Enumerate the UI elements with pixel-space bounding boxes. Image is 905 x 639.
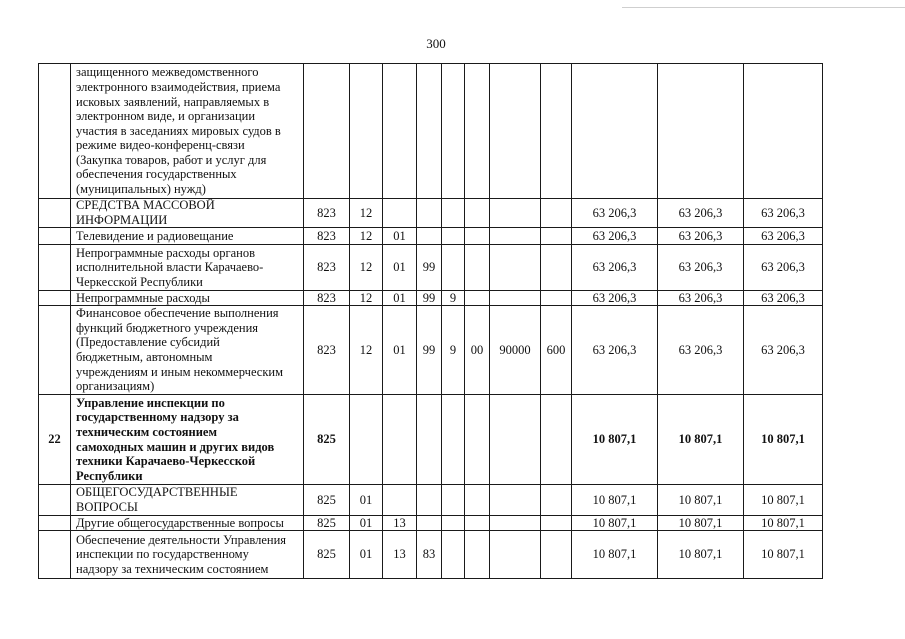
ministry-code: 823 — [317, 342, 336, 357]
subsection-code: 13 — [393, 516, 406, 530]
ministry-code-cell — [304, 245, 350, 291]
main-event-code — [465, 516, 489, 530]
row-number — [39, 228, 70, 244]
expense-type-code — [541, 531, 571, 578]
main-event-code-cell — [465, 245, 490, 291]
subsection-code-cell — [383, 306, 417, 395]
amount-second: 10 807,1 — [678, 432, 723, 447]
amount-first: 63 206,3 — [592, 260, 637, 275]
program-code-cell — [417, 228, 442, 245]
amount-third-cell — [744, 64, 823, 199]
direction-code-cell — [490, 395, 541, 485]
subprogram-code-cell — [442, 531, 465, 579]
expense-name-cell — [71, 531, 304, 579]
table-row — [39, 516, 823, 531]
amount-third-cell — [744, 306, 823, 395]
amount-second — [658, 64, 743, 198]
expense-type-code-cell — [541, 64, 572, 199]
amount-second: 10 807,1 — [678, 492, 723, 507]
subsection-code-cell — [383, 395, 417, 485]
amount-first-cell — [572, 531, 658, 579]
amount-second: 63 206,3 — [678, 228, 723, 243]
main-event-code-cell — [465, 395, 490, 485]
section-code-cell — [350, 306, 383, 395]
amount-third-cell — [744, 395, 823, 485]
row-number-cell — [39, 485, 71, 516]
subsection-code: 01 — [393, 291, 406, 305]
program-code: 99 — [422, 342, 436, 357]
expense-name: СРЕДСТВА МАССОВОЙ ИНФОРМАЦИИ — [76, 199, 215, 227]
expense-type-code — [541, 64, 571, 198]
expense-name-cell — [71, 516, 304, 531]
amount-second: 63 206,3 — [678, 342, 723, 357]
row-number-cell — [39, 395, 71, 485]
amount-third-cell — [744, 245, 823, 291]
direction-code-cell — [490, 485, 541, 516]
expense-type-code — [541, 516, 571, 530]
row-number-cell — [39, 228, 71, 245]
expense-name: Управление инспекции по государственному надзору за техническим состоянием самоходных машин и других видов техники Карачаево-Черкесской Республики — [76, 395, 275, 483]
amount-third: 63 206,3 — [761, 260, 805, 275]
row-number — [39, 306, 70, 394]
direction-code — [490, 531, 540, 578]
row-number-cell — [39, 516, 71, 531]
subprogram-code — [442, 228, 464, 244]
main-event-code — [465, 199, 489, 227]
ministry-code: 823 — [317, 228, 336, 243]
ministry-code-cell — [304, 306, 350, 395]
expense-type-code-cell — [541, 516, 572, 531]
amount-second-cell — [658, 291, 744, 306]
table-row — [39, 64, 823, 199]
expense-name: Непрограммные расходы органов исполнительной власти Карачаево- Черкесской Республики — [76, 245, 264, 289]
table-row — [39, 245, 823, 291]
expense-type-code-cell — [541, 395, 572, 485]
expense-type-code-cell — [541, 531, 572, 579]
expense-type-code-cell — [541, 306, 572, 395]
amount-second-cell — [658, 531, 744, 579]
amount-third: 63 206,3 — [761, 205, 805, 220]
expense-name-cell — [71, 245, 304, 291]
amount-third — [744, 64, 822, 198]
amount-third: 10 807,1 — [761, 516, 805, 530]
main-event-code-cell — [465, 516, 490, 531]
amount-first: 63 206,3 — [592, 205, 637, 220]
program-code — [417, 516, 441, 530]
amount-third: 10 807,1 — [761, 547, 805, 562]
subprogram-code-cell — [442, 485, 465, 516]
section-code-cell — [350, 531, 383, 579]
section-code-cell — [350, 228, 383, 245]
subsection-code-cell — [383, 531, 417, 579]
program-code-cell — [417, 245, 442, 291]
expense-type-code — [541, 291, 571, 305]
subsection-code-cell — [383, 199, 417, 228]
expense-type-code — [541, 245, 571, 290]
ministry-code-cell — [304, 516, 350, 531]
subprogram-code — [442, 395, 464, 484]
amount-first-cell — [572, 199, 658, 228]
ministry-code: 825 — [317, 432, 336, 447]
ministry-code-cell — [304, 485, 350, 516]
amount-first-cell — [572, 245, 658, 291]
expense-name-cell — [71, 306, 304, 395]
subsection-code-cell — [383, 516, 417, 531]
amount-first-cell — [572, 516, 658, 531]
amount-second-cell — [658, 306, 744, 395]
direction-code — [490, 485, 540, 515]
row-number-cell — [39, 291, 71, 306]
section-code-cell — [350, 64, 383, 199]
main-event-code: 00 — [470, 342, 484, 357]
amount-first: 63 206,3 — [592, 291, 637, 305]
amount-first: 10 807,1 — [592, 547, 637, 562]
direction-code — [490, 228, 540, 244]
subsection-code — [383, 64, 416, 198]
direction-code — [490, 199, 540, 227]
amount-second: 63 206,3 — [678, 205, 723, 220]
subprogram-code-cell — [442, 228, 465, 245]
amount-third: 10 807,1 — [761, 492, 805, 507]
section-code — [350, 64, 382, 198]
expense-type-code-cell — [541, 245, 572, 291]
subsection-code-cell — [383, 245, 417, 291]
program-code-cell — [417, 516, 442, 531]
main-event-code — [465, 64, 489, 198]
main-event-code — [465, 395, 489, 484]
direction-code: 90000 — [499, 342, 531, 357]
row-number — [39, 64, 70, 198]
expense-name: Непрограммные расходы — [76, 291, 210, 305]
main-event-code — [465, 485, 489, 515]
expense-name-cell — [71, 291, 304, 306]
row-number-cell — [39, 64, 71, 199]
amount-first — [572, 64, 657, 198]
program-code — [417, 64, 441, 198]
section-code — [350, 395, 382, 484]
main-event-code — [465, 228, 489, 244]
amount-second: 10 807,1 — [678, 547, 723, 562]
subsection-code: 01 — [393, 260, 406, 275]
ministry-code: 825 — [317, 547, 336, 562]
amount-first-cell — [572, 291, 658, 306]
subsection-code: 01 — [393, 342, 406, 357]
main-event-code-cell — [465, 306, 490, 395]
direction-code — [490, 516, 540, 530]
expense-type-code — [541, 228, 571, 244]
subsection-code-cell — [383, 485, 417, 516]
subprogram-code-cell — [442, 64, 465, 199]
section-code: 01 — [359, 516, 373, 530]
direction-code-cell — [490, 291, 541, 306]
amount-second-cell — [658, 245, 744, 291]
direction-code — [490, 395, 540, 484]
table-row — [39, 306, 823, 395]
subprogram-code-cell — [442, 395, 465, 485]
amount-second-cell — [658, 199, 744, 228]
subprogram-code — [442, 485, 464, 515]
expense-type-code-cell — [541, 199, 572, 228]
section-code-cell — [350, 395, 383, 485]
ministry-code-cell — [304, 199, 350, 228]
main-event-code-cell — [465, 291, 490, 306]
main-event-code — [465, 291, 489, 305]
subprogram-code-cell — [442, 516, 465, 531]
row-number-cell — [39, 199, 71, 228]
ministry-code-cell — [304, 228, 350, 245]
program-code-cell — [417, 64, 442, 199]
section-code-cell — [350, 199, 383, 228]
ministry-code-cell — [304, 531, 350, 579]
amount-third-cell — [744, 291, 823, 306]
ministry-code: 823 — [317, 260, 336, 275]
program-code: 99 — [422, 260, 436, 275]
amount-third: 63 206,3 — [761, 342, 805, 357]
main-event-code-cell — [465, 485, 490, 516]
amount-third-cell — [744, 531, 823, 579]
budget-table — [38, 63, 823, 579]
scan-artifact-line — [622, 7, 905, 8]
row-number — [39, 291, 70, 305]
section-code-cell — [350, 245, 383, 291]
expense-name: Телевидение и радиовещание — [76, 228, 234, 243]
expense-type-code-cell — [541, 485, 572, 516]
amount-second-cell — [658, 228, 744, 245]
section-code: 12 — [359, 205, 373, 220]
expense-name-cell — [71, 64, 304, 199]
amount-second-cell — [658, 516, 744, 531]
subprogram-code-cell — [442, 306, 465, 395]
subprogram-code: 9 — [449, 342, 457, 357]
section-code-cell — [350, 516, 383, 531]
direction-code — [490, 64, 540, 198]
amount-second-cell — [658, 485, 744, 516]
budget-table-body — [39, 64, 823, 579]
main-event-code — [465, 531, 489, 578]
subsection-code-cell — [383, 291, 417, 306]
subsection-code — [383, 485, 416, 515]
main-event-code-cell — [465, 64, 490, 199]
program-code-cell — [417, 531, 442, 579]
ministry-code: 825 — [317, 516, 336, 530]
amount-first: 10 807,1 — [592, 492, 637, 507]
row-number — [39, 485, 70, 515]
expense-name-cell — [71, 228, 304, 245]
subsection-code — [383, 199, 416, 227]
amount-second: 63 206,3 — [678, 260, 723, 275]
expense-type-code — [541, 485, 571, 515]
expense-name: Обеспечение деятельности Управления инспекции по государственному надзору за техническим состоянием — [76, 532, 287, 576]
direction-code-cell — [490, 228, 541, 245]
amount-third-cell — [744, 228, 823, 245]
amount-third: 10 807,1 — [761, 432, 805, 447]
direction-code — [490, 245, 540, 290]
direction-code-cell — [490, 531, 541, 579]
ministry-code-cell — [304, 64, 350, 199]
main-event-code-cell — [465, 228, 490, 245]
expense-name: ОБЩЕГОСУДАРСТВЕННЫЕ ВОПРОСЫ — [76, 485, 238, 514]
amount-second-cell — [658, 64, 744, 199]
ministry-code-cell — [304, 395, 350, 485]
program-code: 99 — [422, 291, 436, 305]
expense-name: Финансовое обеспечение выполнения функций бюджетного учреждения (Предоставление субсидий бюджетным, автономным учреждениям и иным некоммерческим организациям) — [76, 306, 284, 394]
amount-third-cell — [744, 485, 823, 516]
section-code: 12 — [359, 291, 373, 305]
main-event-code-cell — [465, 199, 490, 228]
section-code: 12 — [359, 342, 373, 357]
row-number — [39, 516, 70, 530]
expense-type-code-cell — [541, 291, 572, 306]
subsection-code-cell — [383, 228, 417, 245]
program-code — [417, 395, 441, 484]
section-code-cell — [350, 291, 383, 306]
direction-code — [490, 291, 540, 305]
subsection-code-cell — [383, 64, 417, 199]
section-code: 12 — [359, 260, 373, 275]
expense-name-cell — [71, 395, 304, 485]
section-code: 12 — [359, 228, 373, 243]
subprogram-code — [442, 245, 464, 290]
program-code-cell — [417, 306, 442, 395]
expense-name-cell — [71, 199, 304, 228]
program-code — [417, 199, 441, 227]
subprogram-code — [442, 64, 464, 198]
expense-type-code — [541, 199, 571, 227]
amount-first-cell — [572, 228, 658, 245]
subprogram-code: 9 — [449, 291, 457, 305]
program-code — [417, 228, 441, 244]
ministry-code — [304, 64, 349, 198]
amount-third-cell — [744, 516, 823, 531]
program-code-cell — [417, 291, 442, 306]
expense-type-code: 600 — [546, 342, 566, 357]
expense-name: Другие общегосударственные вопросы — [76, 516, 284, 530]
ministry-code: 823 — [317, 205, 336, 220]
table-row — [39, 199, 823, 228]
amount-second: 10 807,1 — [678, 516, 723, 530]
subprogram-code-cell — [442, 291, 465, 306]
table-row — [39, 531, 823, 579]
amount-first: 63 206,3 — [592, 228, 637, 243]
program-code: 83 — [422, 547, 436, 562]
amount-third-cell — [744, 199, 823, 228]
direction-code-cell — [490, 516, 541, 531]
subprogram-code — [442, 531, 464, 578]
row-number-cell — [39, 306, 71, 395]
subprogram-code — [442, 516, 464, 530]
amount-first-cell — [572, 485, 658, 516]
table-row — [39, 291, 823, 306]
amount-first-cell — [572, 64, 658, 199]
direction-code-cell — [490, 245, 541, 291]
section-code: 01 — [359, 547, 373, 562]
direction-code-cell — [490, 64, 541, 199]
subsection-code: 01 — [393, 228, 406, 243]
main-event-code-cell — [465, 531, 490, 579]
amount-first: 10 807,1 — [592, 516, 637, 530]
ministry-code-cell — [304, 291, 350, 306]
amount-second-cell — [658, 395, 744, 485]
expense-name-cell — [71, 485, 304, 516]
table-row — [39, 395, 823, 485]
expense-type-code-cell — [541, 228, 572, 245]
amount-first: 63 206,3 — [592, 342, 637, 357]
row-number: 22 — [48, 432, 61, 447]
amount-first-cell — [572, 395, 658, 485]
program-code — [417, 485, 441, 515]
ministry-code: 823 — [317, 291, 336, 305]
expense-type-code — [541, 395, 571, 484]
section-code: 01 — [359, 492, 373, 507]
subprogram-code-cell — [442, 199, 465, 228]
row-number — [39, 245, 70, 290]
amount-first-cell — [572, 306, 658, 395]
program-code-cell — [417, 485, 442, 516]
main-event-code — [465, 245, 489, 290]
row-number-cell — [39, 531, 71, 579]
page-number: 300 — [426, 36, 446, 51]
program-code-cell — [417, 199, 442, 228]
subsection-code — [383, 395, 416, 484]
expense-name: защищенного межведомственного электронного взаимодействия, приема исковых заявлений, направляемых в электронном виде, и организации участия в заседаниях мировых судов в режиме видео-конференц-связи (Закупка товаров, работ и услуг для обеспечения государственных (муниципальных) нужд) — [76, 65, 281, 197]
subprogram-code-cell — [442, 245, 465, 291]
table-row — [39, 228, 823, 245]
ministry-code: 825 — [317, 492, 336, 507]
amount-first: 10 807,1 — [592, 432, 637, 447]
program-code-cell — [417, 395, 442, 485]
row-number — [39, 531, 70, 578]
table-row — [39, 485, 823, 516]
amount-third: 63 206,3 — [761, 228, 805, 243]
direction-code-cell — [490, 199, 541, 228]
section-code-cell — [350, 485, 383, 516]
row-number-cell — [39, 245, 71, 291]
direction-code-cell — [490, 306, 541, 395]
amount-second: 63 206,3 — [678, 291, 723, 305]
amount-third: 63 206,3 — [761, 291, 805, 305]
subsection-code: 13 — [393, 547, 406, 562]
row-number — [39, 199, 70, 227]
subprogram-code — [442, 199, 464, 227]
